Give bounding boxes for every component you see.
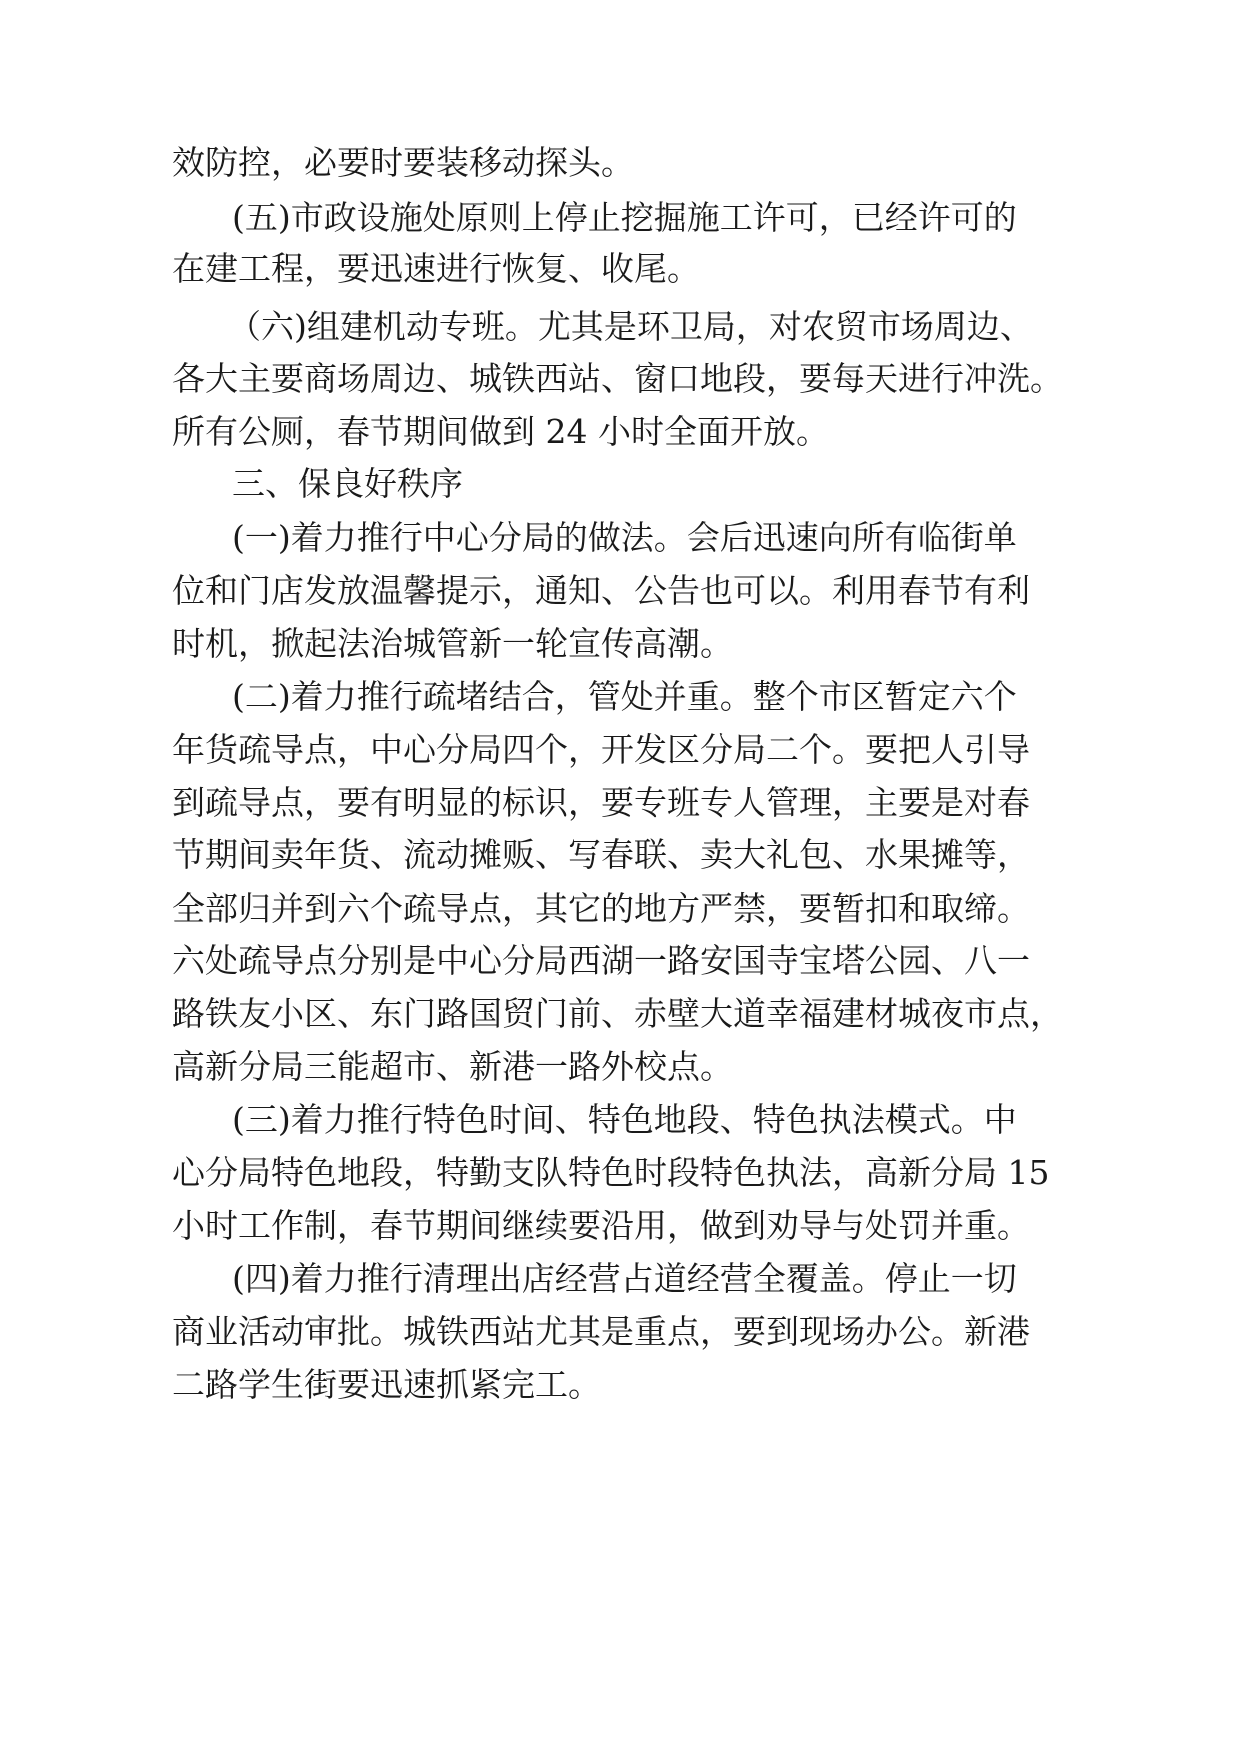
text-line: 六处疏导点分别是中心分局西湖一路安国寺宝塔公园、八一 [172, 941, 1030, 980]
text-line: 时机，掀起法治城管新一轮宣传高潮。 [172, 624, 733, 663]
text-line: (一)着力推行中心分局的做法。会后迅速向所有临街单 [232, 518, 1017, 557]
text-line: 小时工作制，春节期间继续要沿用，做到劝导与处罚并重。 [172, 1206, 1030, 1245]
text-line: 位和门店发放温馨提示，通知、公告也可以。利用春节有利 [172, 571, 1030, 610]
text-line: 所有公厕，春节期间做到 24 小时全面开放。 [172, 412, 829, 451]
text-line: (四)着力推行清理出店经营占道经营全覆盖。停止一切 [232, 1259, 1017, 1298]
text-line: 年货疏导点，中心分局四个，开发区分局二个。要把人引导 [172, 730, 1030, 769]
text-line: 高新分局三能超市、新港一路外校点。 [172, 1047, 733, 1086]
text-line: 到疏导点，要有明显的标识，要专班专人管理，主要是对春 [172, 783, 1030, 822]
section-heading: 三、保良好秩序 [232, 464, 463, 503]
text-line: 在建工程，要迅速进行恢复、收尾。 [172, 249, 700, 288]
text-line: （六)组建机动专班。尤其是环卫局，对农贸市场周边、 [228, 307, 1033, 346]
text-line: 节期间卖年货、流动摊贩、写春联、卖大礼包、水果摊等， [172, 835, 1030, 874]
text-line: 二路学生街要迅速抓紧完工。 [172, 1365, 601, 1404]
text-line: 路铁友小区、东门路国贸门前、赤壁大道幸福建材城夜市点， [172, 994, 1063, 1033]
text-line: 心分局特色地段，特勤支队特色时段特色执法，高新分局 15 [172, 1153, 1050, 1192]
text-line: 全部归并到六个疏导点，其它的地方严禁，要暂扣和取缔。 [172, 889, 1030, 928]
text-line: (二)着力推行疏堵结合，管处并重。整个市区暂定六个 [232, 677, 1017, 716]
text-line: 效防控，必要时要装移动探头。 [172, 143, 634, 182]
text-line: (五)市政设施处原则上停止挖掘施工许可，已经许可的 [232, 198, 1017, 237]
text-line: 商业活动审批。城铁西站尤其是重点，要到现场办公。新港 [172, 1312, 1030, 1351]
text-line: (三)着力推行特色时间、特色地段、特色执法模式。中 [232, 1100, 1017, 1139]
text-line: 各大主要商场周边、城铁西站、窗口地段，要每天进行冲洗。 [172, 359, 1063, 398]
